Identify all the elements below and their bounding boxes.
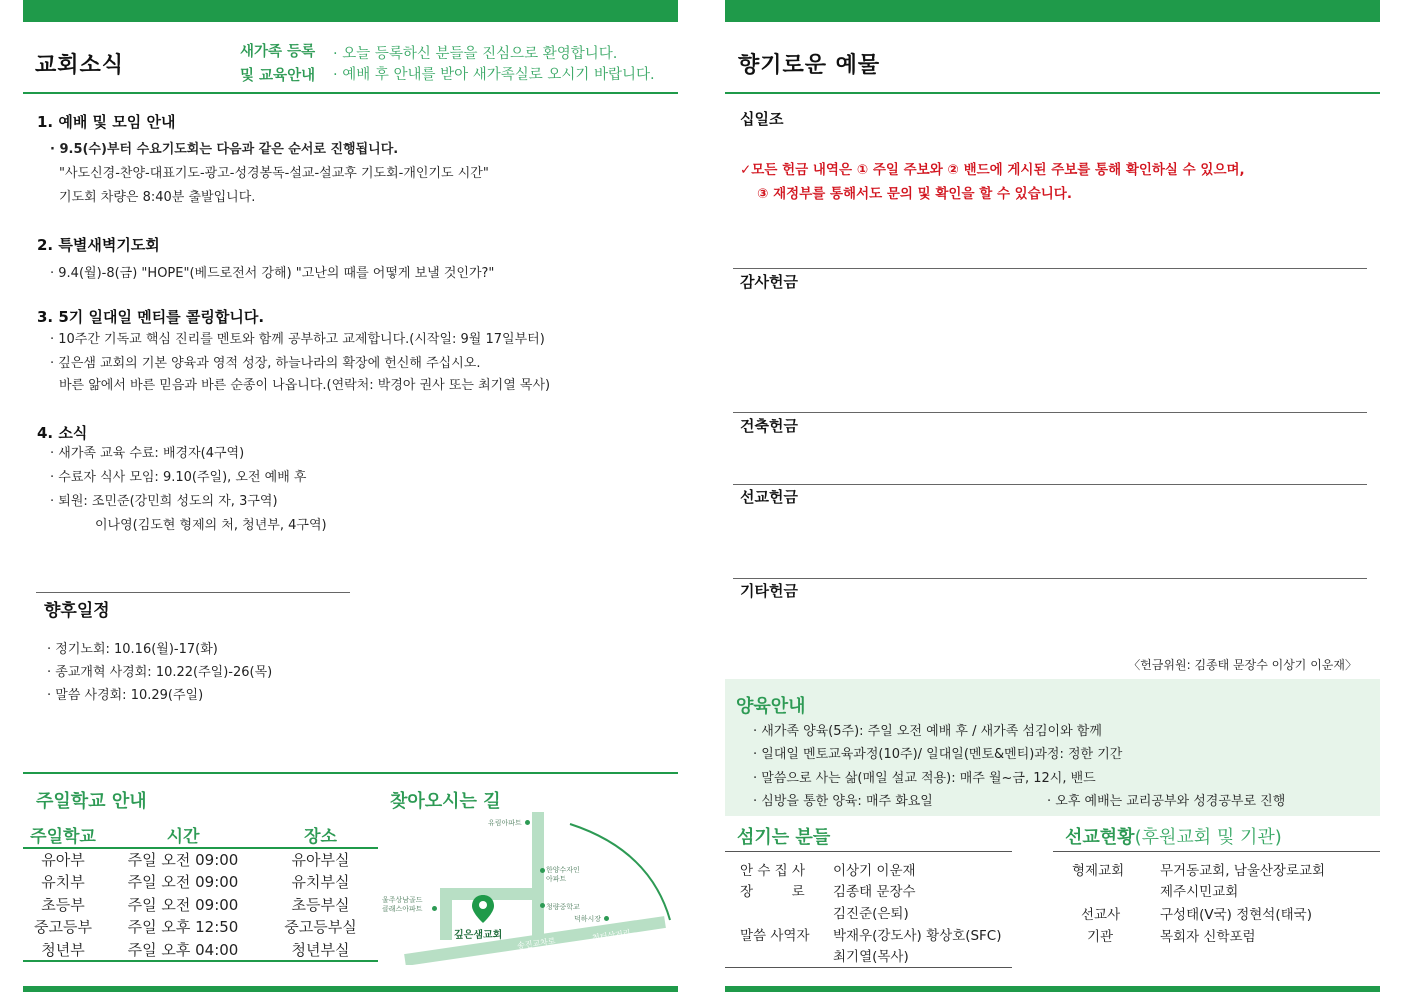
left-top-bar — [23, 0, 678, 22]
table-bottom-line — [23, 960, 378, 962]
education-line-4: · 심방을 통한 양육: 매주 화요일 — [753, 794, 933, 809]
news-1-title: 1. 예배 및 모임 안내 — [37, 113, 176, 131]
schedule-item-3: · 말씀 사경회: 10.29(주일) — [47, 688, 204, 703]
mission-title: 선교현황 — [1065, 827, 1135, 848]
education-line-1: · 새가족 양육(5주): 주일 오전 예배 후 / 새가족 섬김이와 함께 — [753, 724, 1102, 739]
table-cell: 초등부실 — [291, 895, 350, 914]
map-label-market: 덕하시장 — [574, 915, 602, 923]
mission-value-1: 무거동교회, 남울산장로교회 — [1160, 863, 1326, 879]
server-role-1: 안 수 집 사 — [740, 863, 806, 879]
tithe-label: 십일조 — [740, 110, 784, 128]
location-pin-icon — [471, 894, 495, 924]
table-cell: 중고등부 — [34, 918, 92, 937]
sunday-school-table — [23, 822, 378, 961]
mission-label-4: 기관 — [1087, 929, 1114, 945]
table-row — [23, 916, 378, 939]
map-dot-market — [604, 916, 609, 921]
server-names-2: 김종태 문장수 — [833, 884, 916, 900]
offering-divider-4 — [733, 578, 1367, 579]
news-1-line-1: · 9.5(수)부터 수요기도회는 다음과 같은 순서로 진행됩니다. — [50, 142, 399, 157]
table-header: 시간 — [103, 822, 263, 848]
news-4-line-2: · 수료자 식사 모임: 9.10(주일), 오전 예배 후 — [50, 470, 307, 485]
table-cell: 주일 오전 09:00 — [127, 873, 239, 892]
education-line-3: · 말씀으로 사는 삶(매일 설교 적용): 매주 월~금, 12시, 밴드 — [753, 771, 1096, 786]
news-3-line-2: · 깊은샘 교회의 기본 양육과 영적 성장, 하늘나라의 확장에 헌신해 주십시오. — [50, 356, 481, 371]
table-cell: 주일 오전 09:00 — [127, 895, 239, 914]
schedule-item-2: · 종교개혁 사경회: 10.22(주일)-26(목) — [47, 665, 273, 680]
schedule-item-1: · 정기노회: 10.16(월)-17(화) — [47, 642, 218, 657]
schedule-divider — [36, 592, 350, 593]
servers-title: 섬기는 분들 — [737, 827, 831, 848]
offering-thanks-label: 감사헌금 — [740, 273, 798, 291]
news-1-line-3: 기도회 차량은 8:40분 출발입니다. — [59, 190, 256, 205]
server-names-1: 이상기 이운재 — [833, 863, 916, 879]
table-cell: 초등부 — [41, 895, 85, 914]
server-names-3: 김진준(은퇴) — [833, 906, 909, 922]
offering-mission-label: 선교헌금 — [740, 488, 798, 506]
notice-line-1: ✓모든 헌금 내역은 ① 주일 주보와 ② 밴드에 게시된 주보를 통해 확인하실 수 있으며, — [740, 162, 1245, 178]
mission-divider — [1053, 851, 1380, 852]
map-label-apt-left: 울주상남골드 클래스아파트 — [382, 896, 423, 913]
table-header: 장소 — [263, 822, 378, 848]
map-label-school: 청량중학교 — [546, 903, 580, 911]
bottom-section-divider — [23, 772, 678, 774]
right-bottom-bar — [725, 986, 1380, 992]
table-cell: 유치부 — [41, 873, 85, 892]
right-top-bar — [725, 0, 1380, 22]
newcomer-text-1: · 오늘 등록하신 분들을 진심으로 환영합니다. — [333, 46, 618, 62]
map-label-apt-top: 유림아파트 — [488, 819, 522, 827]
mission-title-row — [1065, 823, 1282, 849]
news-3-line-3: 바른 앎에서 바른 믿음과 바른 순종이 나옵니다.(연락처: 박경아 권사 또는 최기열 목사) — [59, 378, 551, 393]
schedule-title: 향후일정 — [44, 601, 110, 621]
mission-value-3: 구성태(V국) 정현석(태국) — [1160, 907, 1312, 923]
directions-title: 찾아오시는 길 — [390, 791, 501, 812]
offering-committee: 〈헌금위원: 김종태 문장수 이상기 이운재〉 — [1128, 658, 1357, 672]
server-role-2: 장 로 — [740, 884, 805, 900]
news-3-line-1: · 10주간 기독교 핵심 진리를 멘토와 함께 공부하고 교제합니다.(시작일: 9월 17일부터) — [50, 332, 545, 347]
left-header-title: 교회소식 — [35, 53, 125, 78]
server-names-4: 박재우(강도사) 황상호(SFC) — [833, 928, 1002, 944]
table-cell: 유아부실 — [291, 851, 350, 870]
news-2-line-1: · 9.4(월)-8(금) "HOPE"(베드로전서 강해) "고난의 때를 어떻게 보낼 것인가?" — [50, 266, 495, 281]
news-1-line-2: "사도신경-찬양-대표기도-광고-성경봉독-설교-설교후 기도회-개인기도 시간" — [59, 166, 489, 181]
mission-value-4: 목회자 신학포럼 — [1160, 929, 1256, 945]
table-cell: 주일 오후 04:00 — [127, 940, 239, 959]
table-row — [23, 893, 378, 916]
table-row — [23, 871, 378, 894]
table-cell: 청년부 — [41, 940, 85, 959]
map-label-road1: 송진교차로 — [516, 936, 557, 951]
table-cell: 유아부 — [41, 851, 85, 870]
mission-subtitle: (후원교회 및 기관) — [1134, 827, 1282, 848]
news-3-title: 3. 5기 일대일 멘티를 콜링합니다. — [37, 308, 265, 326]
map-dot-apt-top — [525, 820, 530, 825]
news-4-line-4: 이나영(김도현 형제의 처, 청년부, 4구역) — [95, 518, 327, 533]
offering-other-label: 기타헌금 — [740, 582, 798, 600]
map-dot-school — [540, 903, 545, 908]
notice-line-2: ③ 재정부를 통해서도 문의 및 확인을 할 수 있습니다. — [757, 186, 1072, 202]
mission-value-2: 제주시민교회 — [1160, 884, 1239, 900]
table-cell: 주일 오전 09:00 — [127, 851, 239, 870]
education-line-2: · 일대일 멘토교육과정(10주)/ 일대일(멘토&멘티)과정: 정한 기간 — [753, 747, 1123, 762]
map-label-road2: 청터삼거리 — [591, 928, 632, 943]
newcomer-label-1: 새가족 등록 — [240, 44, 316, 60]
offering-building-label: 건축헌금 — [740, 417, 798, 435]
offering-divider-2 — [733, 412, 1367, 413]
newcomer-text-2: · 예배 후 안내를 받아 새가족실로 오시기 바랍니다. — [333, 67, 655, 83]
table-header: 주일학교 — [23, 822, 103, 848]
sunday-school-title: 주일학교 안내 — [36, 791, 147, 812]
server-role-4: 말씀 사역자 — [740, 928, 810, 944]
server-names-5: 최기열(목사) — [833, 949, 909, 965]
left-bottom-bar — [23, 986, 678, 992]
right-header-divider — [725, 92, 1380, 94]
servers-bottom-line — [725, 967, 1012, 968]
map-dot-apt-left — [432, 906, 437, 911]
table-row — [23, 848, 378, 871]
table-cell: 청년부실 — [291, 940, 350, 959]
news-4-line-3: · 퇴원: 조민준(강민희 성도의 자, 3구역) — [50, 494, 278, 509]
newcomer-label-2: 및 교육안내 — [240, 68, 316, 84]
directions-map — [380, 810, 680, 965]
map-label-church: 깊은샘교회 — [454, 930, 503, 941]
education-title: 양육안내 — [736, 696, 806, 717]
mission-label-3: 선교사 — [1081, 907, 1121, 923]
news-2-title: 2. 특별새벽기도회 — [37, 236, 160, 254]
mission-label-1: 형제교회 — [1072, 863, 1125, 879]
left-header-divider — [23, 92, 678, 94]
table-cell: 유치부실 — [291, 873, 350, 892]
right-header-title: 향기로운 예물 — [738, 53, 881, 78]
map-dot-apt-mid — [540, 868, 545, 873]
table-row — [23, 938, 378, 961]
table-cell: 주일 오후 12:50 — [127, 918, 239, 937]
news-4-line-1: · 새가족 교육 수료: 배경자(4구역) — [50, 446, 245, 461]
servers-divider — [725, 851, 1012, 852]
offering-divider-3 — [733, 484, 1367, 485]
news-4-title: 4. 소식 — [37, 424, 88, 442]
map-label-apt-mid: 한양수자인 아파트 — [546, 866, 580, 883]
education-extra: · 오후 예배는 교리공부와 성경공부로 진행 — [1047, 794, 1286, 809]
offering-divider-1 — [733, 268, 1367, 269]
table-cell: 중고등부실 — [284, 918, 357, 937]
